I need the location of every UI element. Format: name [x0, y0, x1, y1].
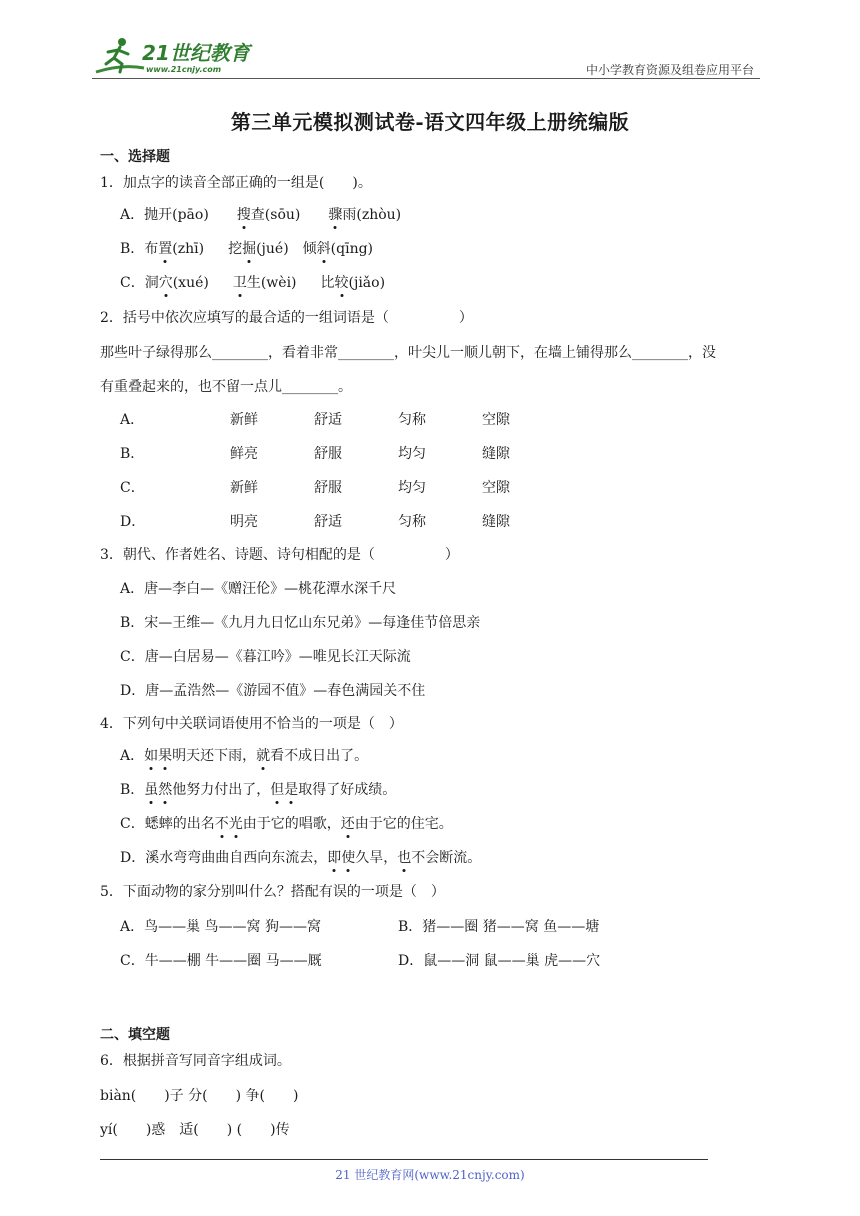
question-1-option-a: A．抛开(pāo) 搜查(sōu) 骤雨(zhòu): [120, 207, 402, 223]
option-word: 空隙: [482, 480, 510, 496]
question-5-stem: 5．下面动物的家分别叫什么？搭配有误的一项是（ ）: [100, 884, 445, 900]
option-word: 新鲜: [230, 412, 258, 428]
runner-icon: [96, 38, 144, 72]
question-2-passage-line-1: 那些叶子绿得那么________，看着非常________，叶尖儿一顺儿朝下，在墙上铺得那么________，没: [100, 345, 716, 361]
option-word: 明亮: [230, 514, 258, 530]
question-6-line-1: biàn( )子 分( ) 争( ): [100, 1088, 299, 1104]
footer-text: 21 世纪教育网(www.21cnjy.com): [335, 1168, 525, 1182]
site-logo: [92, 34, 262, 78]
option-word: 舒服: [314, 446, 342, 462]
question-2-option-b: B． 鲜亮 舒服 均匀 缝隙: [120, 444, 566, 464]
option-word: 匀称: [398, 412, 426, 428]
question-2-option-c: C． 新鲜 舒服 均匀 空隙: [120, 478, 566, 498]
question-6-line-2: yí( )惑 适( ) ( )传: [100, 1122, 290, 1138]
question-4-option-d: D．溪水弯弯曲曲自西向东流去，即使久旱，也不会断流。: [120, 850, 482, 866]
option-word: 均匀: [398, 480, 426, 496]
question-2-passage-line-2: 有重叠起来的，也不留一点儿________。: [100, 379, 352, 395]
section-heading-choice: 一、选择题: [100, 149, 170, 165]
footer-divider: [100, 1159, 708, 1160]
question-3-option-a: A．唐—李白—《赠汪伦》—桃花潭水深千尺: [120, 581, 397, 597]
question-1-option-c: C．洞穴(xué) 卫生(wèi) 比较(jiǎo): [120, 275, 386, 291]
question-3-stem: 3．朝代、作者姓名、诗题、诗句相配的是（ ）: [100, 547, 459, 563]
option-word: 鲜亮: [230, 446, 258, 462]
option-word: 空隙: [482, 412, 510, 428]
option-word: 均匀: [398, 446, 426, 462]
question-3-option-b: B．宋—王维—《九月九日忆山东兄弟》—每逢佳节倍思亲: [120, 615, 481, 631]
platform-label: 中小学教育资源及组卷应用平台: [585, 63, 754, 77]
option-word: 舒服: [314, 480, 342, 496]
logo-url: www.21cnjy.com: [146, 65, 222, 74]
question-5-option-b: B．猪——圈 猪——窝 鱼——塘: [398, 919, 600, 935]
question-4-option-a: A．如果明天还下雨，就看不成日出了。: [120, 748, 369, 764]
question-3-option-d: D．唐—孟浩然—《游园不值》—春色满园关不住: [120, 683, 426, 699]
question-1-option-b: B．布置(zhī) 挖掘(jué) 倾斜(qīng): [120, 241, 374, 257]
page-title: 第三单元模拟测试卷-语文四年级上册统编版: [230, 110, 630, 134]
question-5-option-a: A．鸟——巢 鸟——窝 狗——窝: [120, 919, 322, 935]
question-5-option-c: C．牛——棚 牛——圈 马——厩: [120, 953, 322, 969]
logo-text: 21世纪教育: [142, 41, 250, 65]
question-2-option-d: D． 明亮 舒适 匀称 缝隙: [120, 512, 566, 532]
question-5-option-d: D．鼠——洞 鼠——巢 虎——穴: [398, 953, 601, 969]
question-2-option-a: A． 新鲜 舒适 匀称 空隙: [120, 410, 566, 430]
option-word: 舒适: [314, 412, 342, 428]
section-heading-fill: 二、填空题: [100, 1027, 170, 1043]
question-4-option-b: B．虽然他努力付出了，但是取得了好成绩。: [120, 782, 397, 798]
question-1-stem: 1．加点字的读音全部正确的一组是( )。: [100, 175, 372, 191]
question-4-stem: 4．下列句中关联词语使用不恰当的一项是（ ）: [100, 716, 403, 732]
option-word: 缝隙: [482, 514, 510, 530]
option-word: 新鲜: [230, 480, 258, 496]
option-word: 匀称: [398, 514, 426, 530]
header-divider: [92, 78, 760, 79]
question-4-option-c: C．蟋蟀的出名不光由于它的唱歌，还由于它的住宅。: [120, 816, 453, 832]
question-2-stem: 2．括号中依次应填写的最合适的一组词语是（ ）: [100, 310, 473, 326]
question-6-stem: 6．根据拼音写同音字组成词。: [100, 1053, 291, 1069]
option-word: 缝隙: [482, 446, 510, 462]
question-3-option-c: C．唐—白居易—《暮江吟》—唯见长江天际流: [120, 649, 411, 665]
option-word: 舒适: [314, 514, 342, 530]
